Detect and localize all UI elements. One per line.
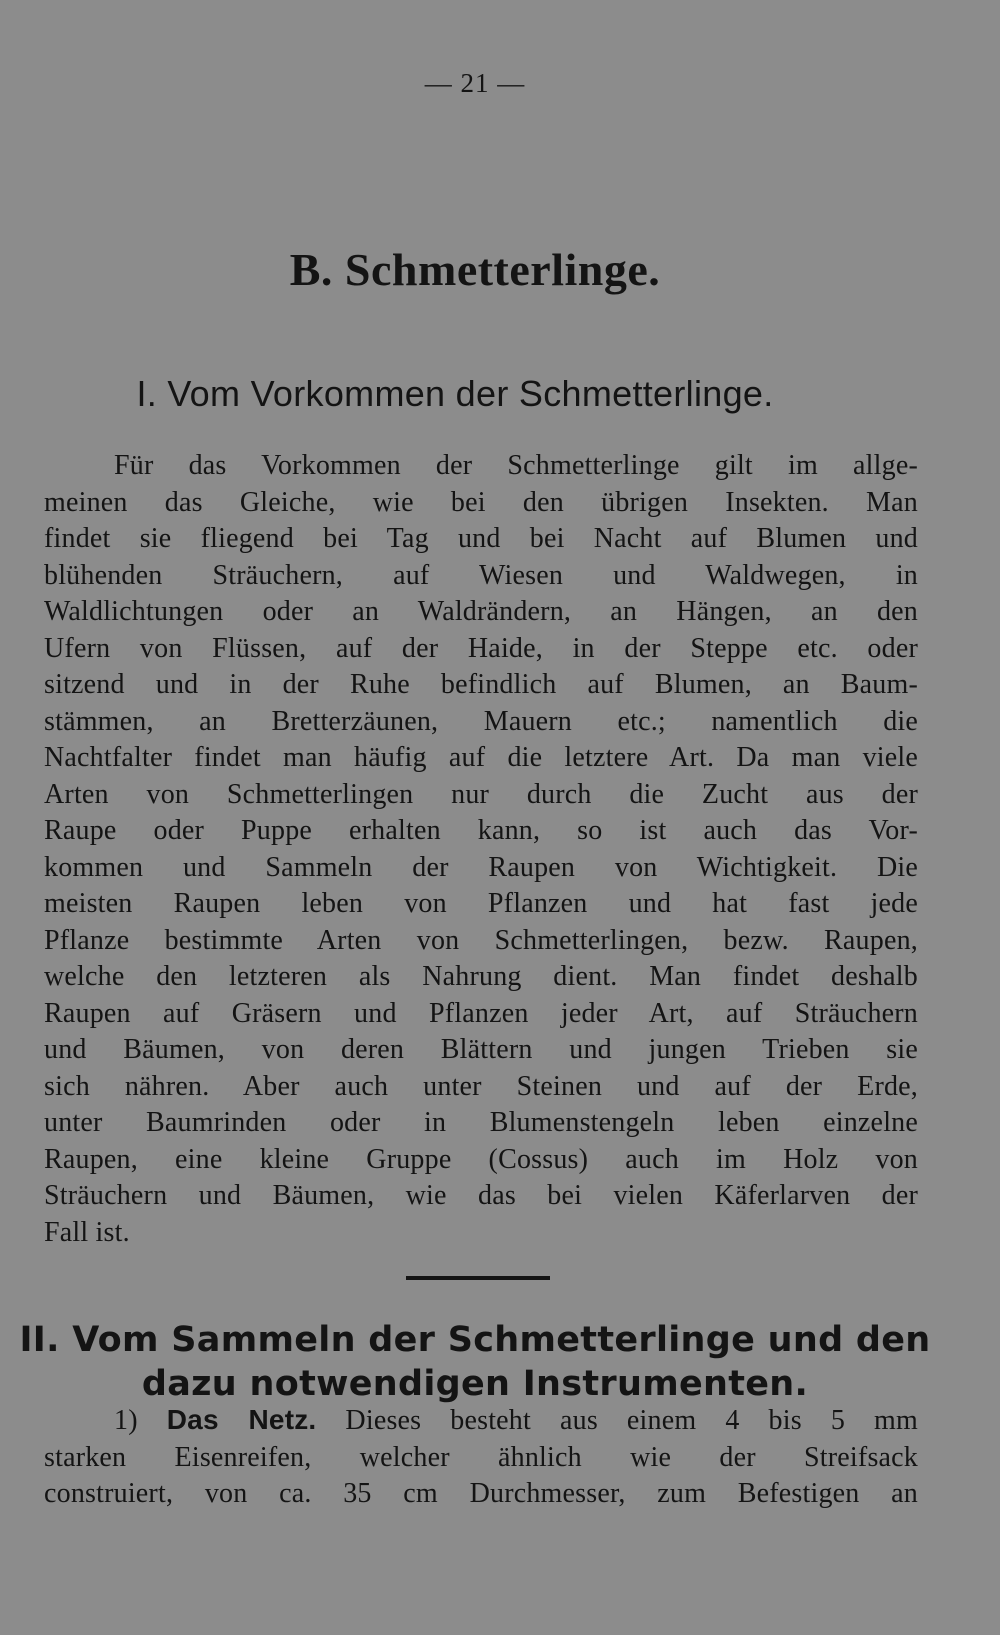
paragraph-label: Das Netz.	[166, 1404, 317, 1435]
text-line: starken Eisenreifen, welcher ähnlich wie der Streifsack	[44, 1441, 918, 1473]
text-line: Ufern von Flüssen, auf der Haide, in der Steppe etc. oder	[44, 632, 918, 664]
text-line: Waldlichtungen oder an Waldrändern, an Hängen, an den	[44, 596, 918, 627]
text-line: sitzend und in der Ruhe befindlich auf Blumen, an Baum-	[44, 669, 918, 700]
section-heading-2-line-1: II. Vom Sammeln der Schmetterlinge und den	[19, 1320, 931, 1360]
text-line: Arten von Schmetterlingen nur durch die Zucht aus der	[44, 778, 918, 810]
section-1-paragraph	[44, 448, 918, 1251]
section-heading-2	[0, 1318, 950, 1406]
text-line: blühenden Sträuchern, auf Wiesen und Waldwegen, in	[44, 559, 918, 591]
text-line: stämmen, an Bretterzäunen, Mauern etc.; namentlich die	[44, 705, 918, 737]
text-line: Für das Vorkommen der Schmetterlinge gilt im allge-	[114, 450, 918, 481]
section-2-paragraph	[44, 1402, 918, 1513]
paragraph-number: 1)	[114, 1405, 138, 1436]
text-line: Raupe oder Puppe erhalten kann, so ist auch das Vor-	[44, 815, 918, 846]
page-number: — 21 —	[424, 68, 526, 98]
text-line: meisten Raupen leben von Pflanzen und hat fast jede	[44, 888, 918, 919]
text-line: Sträuchern und Bäumen, wie das bei vielen Käferlarven der	[44, 1180, 918, 1211]
text-line: Fall ist.	[44, 1216, 130, 1248]
text-line: und Bäumen, von deren Blättern und jungen Trieben sie	[44, 1034, 918, 1065]
section-divider	[406, 1276, 550, 1280]
text-line: sich nähren. Aber auch unter Steinen und auf der Erde,	[44, 1070, 918, 1102]
text-line: Pflanze bestimmte Arten von Schmetterlingen, bezw. Raupen,	[44, 924, 918, 956]
text-line: kommen und Sammeln der Raupen von Wichtigkeit. Die	[44, 851, 918, 883]
text-line: Raupen, eine kleine Gruppe (Cossus) auch im Holz von	[44, 1143, 918, 1175]
text-line: construiert, von ca. 35 cm Durchmesser, zum Befestigen an	[44, 1478, 918, 1509]
section-heading-1: I. Vom Vorkommen der Schmetterlinge.	[136, 373, 774, 414]
text-line: findet sie fliegend bei Tag und bei Nacht auf Blumen und	[44, 523, 918, 554]
text-line	[44, 1402, 918, 1440]
text-line: welche den letzteren als Nahrung dient. Man findet deshalb	[44, 961, 918, 992]
text-line: Raupen auf Gräsern und Pflanzen jeder Art, auf Sträuchern	[44, 997, 918, 1029]
chapter-title: B. Schmetterlinge.	[289, 244, 661, 295]
text-line: meinen das Gleiche, wie bei den übrigen Insekten. Man	[44, 486, 918, 518]
text-line: unter Baumrinden oder in Blumenstengeln leben einzelne	[44, 1107, 918, 1138]
section-heading-2-line-2: dazu notwendigen Instrumenten.	[141, 1364, 809, 1404]
paragraph-first-line-text: Dieses besteht aus einem 4 bis 5 mm	[345, 1405, 919, 1436]
text-line: Nachtfalter findet man häufig auf die letztere Art. Da man viele	[44, 742, 918, 773]
